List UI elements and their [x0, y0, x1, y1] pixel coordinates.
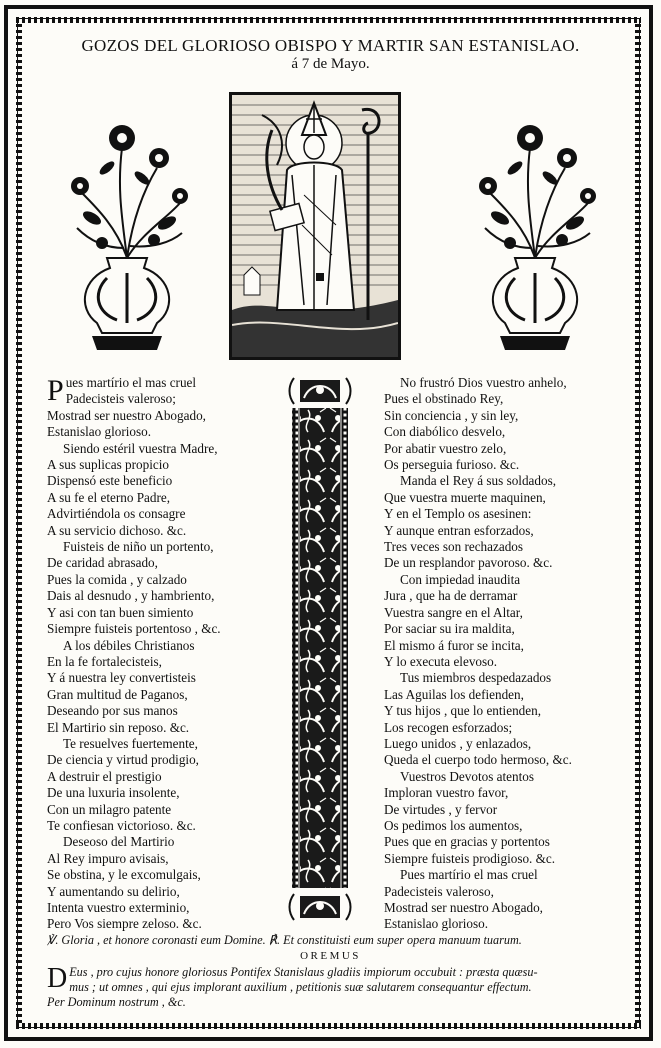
verse-line: Pues que en gracias y portentos — [384, 834, 550, 850]
closing-prayer — [47, 965, 622, 1010]
verse-line: Y lo executa elevoso. — [384, 653, 498, 669]
verse-line: Dais al desnudo , y hambriento, — [47, 588, 215, 604]
ornamental-divider — [288, 376, 352, 922]
page-subtitle: á 7 de Mayo. — [291, 56, 370, 72]
verse-line: Gran multitud de Paganos, — [47, 686, 188, 702]
bishop-woodcut — [229, 92, 401, 360]
flower-vase-right-icon — [470, 108, 600, 353]
prayer-line: Eus , pro cujus honore gloriosus Pontifex Stanislaus gladiis impiorum occubuit : præsta quæsu- — [69, 965, 538, 979]
verse-line: A sus suplicas propicio — [47, 457, 169, 473]
verse-line: Pues el obstinado Rey, — [384, 391, 504, 407]
verse-line: Por abatir vuestro zelo, — [384, 440, 507, 456]
verse-line: Siempre fuisteis prodigioso. &c. — [384, 850, 556, 866]
verse-line: No frustró Dios vuestro anhelo, — [400, 375, 567, 390]
verse-line: Deseoso del Martirio — [63, 834, 175, 850]
verse-line: El mismo á furor se incita, — [384, 637, 524, 653]
verse-line: A destruir el prestigio — [47, 768, 162, 784]
verse-line: Y aumentando su delirio, — [47, 883, 180, 899]
verse-line: Pero Vos siempre zeloso. &c. — [47, 916, 202, 932]
verse-line: Pues martírio el mas cruel — [400, 867, 538, 883]
versicle-response: ℣. Gloria , et honore coronasti eum Domine. ℟. Et constituisti eum super opera manuum tuarum. — [47, 933, 522, 947]
verse-line: De ciencia y virtud prodigio, — [47, 752, 199, 768]
verse-line: Mostrad ser nuestro Abogado, — [47, 407, 206, 423]
verse-line: Luego unidos , y enlazados, — [384, 735, 532, 751]
verse-line: Siempre fuisteis portentoso , &c. — [47, 621, 221, 637]
verse-line: Intenta vuestro exterminio, — [47, 900, 190, 915]
verses-left-column — [47, 375, 287, 933]
verse-line: De caridad abrasado, — [47, 555, 158, 571]
verse-line: Tus miembros despedazados — [400, 670, 552, 686]
verse-line: Sin conciencia , y sin ley, — [384, 407, 519, 423]
verse-line: De virtudes , y fervor — [384, 801, 498, 817]
verse-line: Imploran vuestro favor, — [384, 785, 509, 801]
verse-line: Os perseguia furioso. &c. — [384, 457, 520, 473]
verse-line: Y asi con tan buen simiento — [47, 604, 194, 620]
verse-line: Fuisteis de niño un portento, — [63, 539, 214, 555]
verse-line: Padecisteis valeroso, — [384, 883, 494, 899]
bishop-saint-icon — [232, 95, 398, 357]
verse-line: Y á nuestra ley convertisteis — [47, 670, 196, 686]
verse-line: Jura , que ha de derramar — [384, 588, 518, 604]
verse-line: Queda el cuerpo todo hermoso, &c. — [384, 752, 572, 768]
verse-line: De una luxuria insolente, — [47, 785, 180, 801]
verse-line: Te confiesan victorioso. &c. — [47, 817, 196, 833]
verse-line: ues martírio el mas cruel — [65, 375, 197, 390]
verse-line: Se obstina, y le excomulgais, — [47, 867, 201, 883]
verse-line: Por saciar su ira maldita, — [384, 621, 515, 637]
verse-line: Tres veces son rechazados — [384, 539, 524, 555]
verse-line: Los recogen esforzados; — [384, 719, 513, 735]
verses-right-column — [384, 375, 639, 933]
verse-line: Y aunque entran esforzados, — [384, 522, 534, 538]
verse-line: Al Rey impuro avisais, — [47, 850, 169, 866]
verse-line: El Martirio sin reposo. &c. — [47, 719, 190, 735]
page-title: GOZOS DEL GLORIOSO OBISPO Y MARTIR SAN ESTANISLAO. — [81, 36, 580, 55]
verse-line: De un resplandor pavoroso. &c. — [384, 555, 553, 571]
verse-line: Mostrad ser nuestro Abogado, — [384, 900, 543, 915]
verse-line: Dispensó este beneficio — [47, 473, 173, 489]
verse-line: Estanislao glorioso. — [384, 916, 489, 932]
verse-line: Y tus hijos , que lo entienden, — [384, 703, 542, 719]
dropcap-p: P — [47, 374, 64, 407]
verse-line: En la fe fortalecisteis, — [47, 653, 162, 669]
verse-line: Las Aguilas los defienden, — [384, 686, 524, 702]
verse-line: Advirtiéndola os consagre — [47, 506, 186, 522]
prayer-line: mus ; ut omnes , qui ejus implorant auxilium , petitionis suæ salutarem consequantur effectum. — [69, 980, 532, 994]
verse-line: Con diabólico desvelo, — [384, 424, 506, 440]
verse-line: Deseando por sus manos — [47, 703, 178, 719]
verse-line: A su servicio dichoso. &c. — [47, 522, 187, 538]
verse-line: A los débiles Christianos — [63, 637, 195, 653]
verse-line: Os pedimos los aumentos, — [384, 817, 523, 833]
oremus-heading: OREMUS — [300, 950, 361, 962]
verse-line: Te resuelves fuertemente, — [63, 735, 198, 751]
verse-line: Con un milagro patente — [47, 801, 172, 817]
dropcap-d: D — [47, 963, 68, 994]
verse-line: Con impiedad inaudita — [400, 571, 521, 587]
prayer-line: Per Dominum nostrum , &c. — [47, 995, 186, 1009]
verse-line: Estanislao glorioso. — [47, 424, 152, 440]
verse-line: Vuestros Devotos atentos — [400, 768, 534, 784]
verse-line: Que vuestra muerte maquinen, — [384, 489, 546, 505]
verse-line: Manda el Rey á sus soldados, — [400, 473, 557, 489]
verse-line: Pues la comida , y calzado — [47, 571, 187, 587]
flower-vase-left-icon — [62, 108, 192, 353]
verse-line: Y en el Templo os asesinen: — [384, 506, 532, 522]
verse-line: Vuestra sangre en el Altar, — [384, 604, 523, 620]
verse-line: Padecisteis valeroso; — [65, 391, 176, 407]
verse-line: Siendo estéril vuestra Madre, — [63, 440, 218, 456]
verse-line: A su fe el eterno Padre, — [47, 489, 171, 505]
